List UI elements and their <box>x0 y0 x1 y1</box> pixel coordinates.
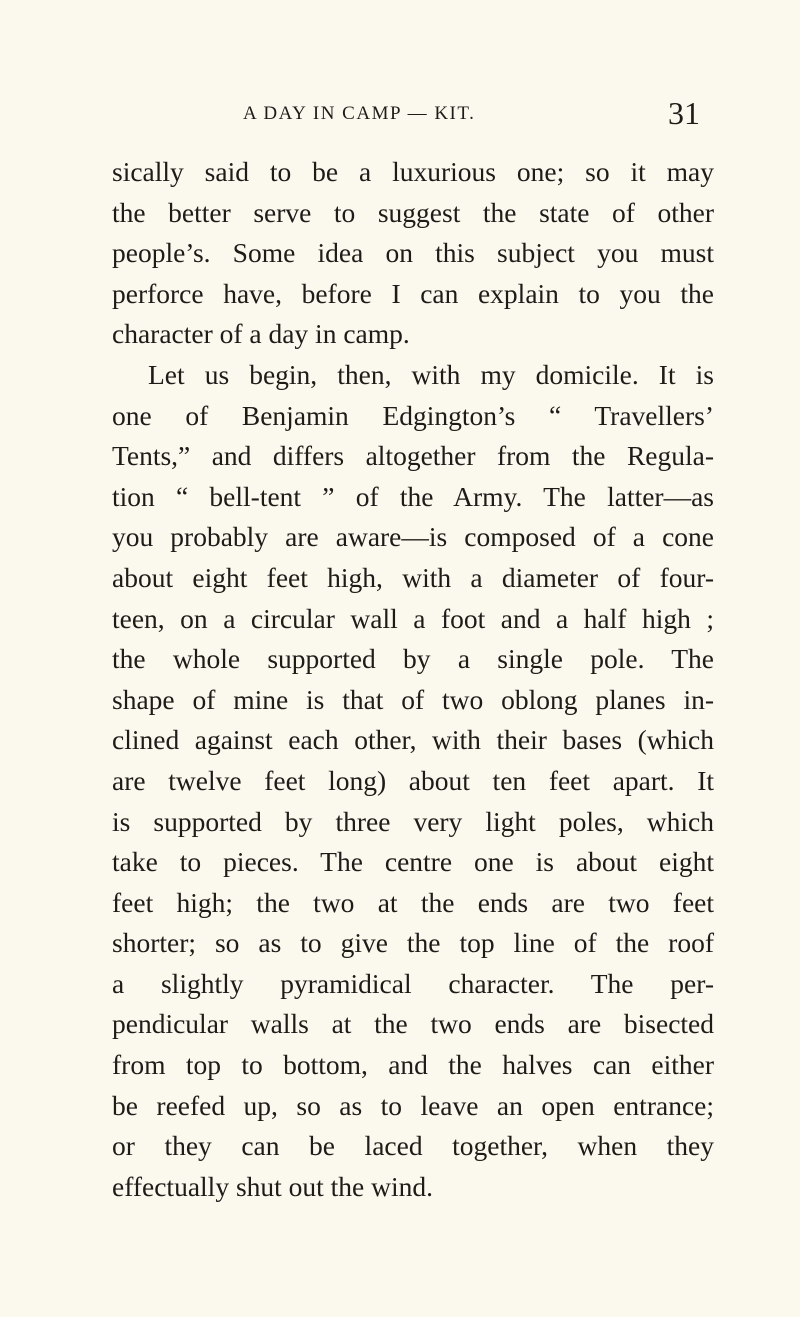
text-line: are twelve feet long) about ten feet apart. It <box>112 764 714 796</box>
text-line: the better serve to suggest the state of other <box>112 196 714 228</box>
text-line: people’s. Some idea on this subject you must <box>112 237 714 269</box>
text-line: the whole supported by a single pole. The <box>112 643 714 675</box>
paragraph-start-line: Let us begin, then, with my domicile. It is <box>148 358 714 390</box>
text-line: feet high; the two at the ends are two feet <box>112 886 714 918</box>
running-head <box>0 95 800 135</box>
text-line: perforce have, before I can explain to you the <box>112 277 714 309</box>
text-line: teen, on a circular wall a foot and a half high ; <box>112 602 714 634</box>
text-line: shorter; so as to give the top line of the roof <box>112 927 714 959</box>
text-line: shape of mine is that of two oblong planes in- <box>112 683 714 715</box>
text-line: sically said to be a luxurious one; so it may <box>112 156 714 187</box>
text-line: effectually shut out the wind. <box>112 1170 434 1202</box>
text-line: or they can be laced together, when they <box>112 1130 714 1162</box>
page-number: 31 <box>668 95 700 131</box>
text-line: one of Benjamin Edgington’s “ Travellers’ <box>112 399 714 431</box>
text-line: be reefed up, so as to leave an open entrance; <box>112 1089 714 1121</box>
text-line: Tents,” and differs altogether from the Regula- <box>112 440 714 472</box>
text-line: you probably are aware—is composed of a cone <box>112 521 714 553</box>
text-line: is supported by three very light poles, which <box>112 805 714 837</box>
text-line: take to pieces. The centre one is about eight <box>112 846 714 878</box>
text-line: pendicular walls at the two ends are bisected <box>112 1008 714 1040</box>
text-line: a slightly pyramidical character. The per- <box>112 967 714 999</box>
text-line: about eight feet high, with a diameter of four- <box>112 561 714 593</box>
text-line: tion “ bell-tent ” of the Army. The latter—as <box>112 480 714 512</box>
text-line: clined against each other, with their bases (which <box>112 724 714 756</box>
text-line: character of a day in camp. <box>112 318 410 350</box>
running-title: A DAY IN CAMP — KIT. <box>243 103 476 124</box>
text-line: from top to bottom, and the halves can either <box>112 1049 714 1081</box>
body-text <box>112 152 714 1207</box>
